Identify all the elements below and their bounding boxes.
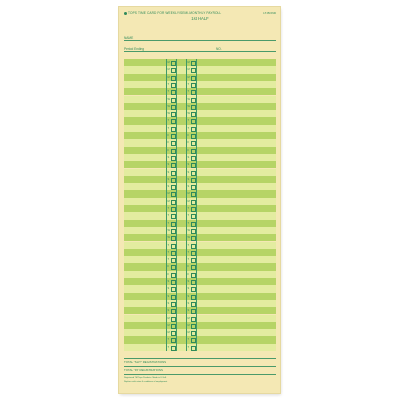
day-label: S <box>167 309 170 313</box>
punch-box <box>171 258 176 263</box>
day-label: S <box>187 170 190 174</box>
grid-row <box>124 74 276 81</box>
grid-column-line <box>176 59 177 351</box>
punch-box <box>171 156 176 161</box>
punch-box <box>171 236 176 241</box>
punch-box <box>191 302 196 307</box>
grid-row <box>124 249 276 256</box>
header-text: TIME CARD FOR WEEKLY/SEMI-MONTHLY PAYROLL <box>137 11 222 15</box>
grid-column-line <box>196 59 197 351</box>
day-label: T <box>167 345 170 349</box>
day-label: F <box>187 265 190 269</box>
punch-box <box>171 309 176 314</box>
day-label: T <box>187 119 190 123</box>
punch-box <box>171 280 176 285</box>
punch-box <box>171 127 176 132</box>
punch-box <box>191 222 196 227</box>
day-label: W <box>167 112 170 116</box>
punch-box <box>191 90 196 95</box>
day-label: T <box>187 345 190 349</box>
grid-row <box>124 285 276 292</box>
punch-box <box>191 207 196 212</box>
day-label: S <box>167 287 170 291</box>
day-label: S <box>187 163 190 167</box>
punch-box <box>191 317 196 322</box>
punch-box <box>191 295 196 300</box>
day-label: M <box>167 331 170 335</box>
grid-row <box>124 234 276 241</box>
footer-rule-3 <box>124 374 276 375</box>
day-label: T <box>167 258 170 262</box>
grid-row <box>124 227 276 234</box>
day-label: T <box>187 243 190 247</box>
grid-row <box>124 205 276 212</box>
day-label: S <box>167 155 170 159</box>
grid-row <box>124 307 276 314</box>
day-label: T <box>167 221 170 225</box>
day-label: T <box>187 90 190 94</box>
grid-row <box>124 212 276 219</box>
no-label: NO. <box>216 46 222 51</box>
day-label: W <box>167 228 170 232</box>
punch-box <box>171 192 176 197</box>
day-label: M <box>187 192 190 196</box>
grid-row <box>124 271 276 278</box>
day-label: T <box>187 207 190 210</box>
day-label: S <box>167 294 170 298</box>
punch-box <box>191 171 196 176</box>
punch-box <box>171 207 176 212</box>
punch-box <box>171 105 176 110</box>
punch-box <box>171 346 176 351</box>
day-label: T <box>167 338 170 342</box>
grid-row <box>124 117 276 124</box>
grid-row <box>124 59 276 66</box>
punch-box <box>171 265 176 270</box>
punch-box <box>191 105 196 110</box>
day-label: T <box>187 338 190 342</box>
punch-box <box>191 331 196 336</box>
punch-box <box>171 141 176 146</box>
total-in-label: TOTAL "IN" REGISTRATIONS <box>124 368 163 372</box>
day-label: W <box>167 97 170 101</box>
name-label: NAME <box>124 35 134 40</box>
day-label: S <box>187 280 190 283</box>
punch-box <box>191 185 196 190</box>
day-label: S <box>167 177 170 181</box>
punch-box <box>191 192 196 197</box>
grid-row <box>124 147 276 154</box>
punch-box <box>191 112 196 117</box>
day-label: M <box>167 68 170 72</box>
punch-box <box>171 90 176 95</box>
grid-row <box>124 329 276 336</box>
punch-box <box>191 251 196 256</box>
punch-box <box>191 236 196 241</box>
grid-row <box>124 169 276 176</box>
punch-box <box>191 134 196 139</box>
day-label: F <box>167 141 170 145</box>
punch-box <box>191 214 196 219</box>
day-label: W <box>187 228 190 232</box>
grid-row <box>124 336 276 343</box>
punch-box <box>191 324 196 329</box>
day-label: M <box>187 61 190 64</box>
day-label: W <box>187 97 190 101</box>
day-label: F <box>187 134 190 137</box>
punch-box <box>191 163 196 168</box>
punch-box <box>171 331 176 336</box>
period-label: Period Ending <box>124 46 145 51</box>
day-label: M <box>187 75 190 79</box>
period-field <box>124 45 276 52</box>
day-label: S <box>167 163 170 167</box>
punch-box <box>191 119 196 124</box>
footer-rule-1 <box>124 358 276 359</box>
punch-box <box>171 273 176 278</box>
day-label: M <box>187 316 190 320</box>
half-label: 1st HALF <box>191 16 209 21</box>
grid-row <box>124 66 276 73</box>
day-label: S <box>167 301 170 305</box>
grid-row <box>124 132 276 139</box>
punch-box <box>171 200 176 205</box>
punch-box <box>171 185 176 190</box>
grid-row <box>124 96 276 103</box>
punch-box <box>171 214 176 219</box>
punch-box <box>191 265 196 270</box>
punch-box <box>171 295 176 300</box>
day-label: T <box>167 214 170 218</box>
punch-box <box>171 302 176 307</box>
grid-row <box>124 139 276 146</box>
day-label: M <box>167 199 170 203</box>
grid-row <box>124 198 276 205</box>
day-label: F <box>187 141 190 145</box>
day-label: T <box>167 250 170 254</box>
day-label: T <box>167 90 170 94</box>
grid-row <box>124 190 276 197</box>
punch-box <box>171 171 176 176</box>
time-card <box>119 7 280 393</box>
day-label: T <box>187 82 190 86</box>
day-label: F <box>187 272 190 276</box>
grid-row <box>124 278 276 285</box>
grid-row <box>124 300 276 307</box>
day-label: M <box>187 323 190 327</box>
punch-box <box>171 98 176 103</box>
day-label: S <box>187 294 190 298</box>
punch-box <box>171 178 176 183</box>
punch-box <box>191 280 196 285</box>
punch-box <box>191 68 196 73</box>
punch-box <box>171 112 176 117</box>
grid-row <box>124 242 276 249</box>
day-label: T <box>167 126 170 130</box>
grid-row <box>124 81 276 88</box>
day-label: F <box>167 265 170 269</box>
punch-box <box>171 287 176 292</box>
punch-box <box>191 229 196 234</box>
punch-box <box>171 68 176 73</box>
day-label: M <box>167 323 170 327</box>
day-label: T <box>187 214 190 218</box>
grid-row <box>124 125 276 132</box>
day-label: S <box>187 309 190 313</box>
time-grid <box>124 59 276 351</box>
punch-box <box>191 244 196 249</box>
grid-row <box>124 263 276 270</box>
day-label: F <box>167 148 170 152</box>
punch-box <box>191 156 196 161</box>
day-label: T <box>187 221 190 225</box>
day-label: T <box>167 243 170 247</box>
grid-row <box>124 88 276 95</box>
punch-box <box>191 258 196 263</box>
day-label: M <box>187 331 190 335</box>
day-label: S <box>167 280 170 283</box>
grid-row <box>124 344 276 351</box>
day-label: S <box>167 185 170 189</box>
punch-box <box>191 200 196 205</box>
day-label: T <box>187 258 190 262</box>
day-label: S <box>167 170 170 174</box>
name-field <box>124 34 276 41</box>
punch-box <box>191 61 196 66</box>
day-label: M <box>187 68 190 72</box>
punch-box <box>171 244 176 249</box>
punch-box <box>171 61 176 66</box>
day-label: M <box>167 316 170 320</box>
punch-box <box>191 83 196 88</box>
card-header <box>124 11 276 25</box>
punch-box <box>191 287 196 292</box>
grid-row <box>124 103 276 110</box>
punch-box <box>191 98 196 103</box>
punch-box <box>171 317 176 322</box>
day-label: S <box>187 287 190 291</box>
grid-row <box>124 322 276 329</box>
total-reg-label: TOTAL "SLIT" REGISTRATIONS <box>124 360 167 364</box>
punch-box <box>171 134 176 139</box>
day-label: F <box>167 272 170 276</box>
grid-row <box>124 154 276 161</box>
day-label: W <box>167 104 170 108</box>
punch-box <box>191 338 196 343</box>
brand-name: TOPS <box>128 11 138 15</box>
day-label: T <box>187 250 190 254</box>
grid-row <box>124 176 276 183</box>
punch-box <box>191 273 196 278</box>
punch-box <box>191 149 196 154</box>
punch-box <box>191 178 196 183</box>
punch-box <box>191 127 196 132</box>
punch-box <box>191 76 196 81</box>
grid-row <box>124 256 276 263</box>
brand-logo-icon <box>124 12 127 15</box>
day-label: T <box>167 82 170 86</box>
day-label: S <box>187 155 190 159</box>
day-label: S <box>187 301 190 305</box>
day-label: W <box>187 112 190 116</box>
punch-box <box>171 338 176 343</box>
day-label: T <box>167 207 170 210</box>
punch-box <box>171 83 176 88</box>
footer-rule-2 <box>124 366 276 367</box>
day-label: W <box>187 236 190 240</box>
punch-box <box>171 119 176 124</box>
fine-print-2: Replace with rates & conditions of employment <box>124 381 168 383</box>
fine-print-1: Registered TM Tops Products. Made in U.S.A. <box>124 377 167 379</box>
day-label: M <box>187 199 190 203</box>
grid-row <box>124 293 276 300</box>
day-label: F <box>167 134 170 137</box>
punch-box <box>171 149 176 154</box>
punch-box <box>171 76 176 81</box>
punch-box <box>171 229 176 234</box>
day-label: S <box>187 177 190 181</box>
day-label: F <box>187 148 190 152</box>
punch-box <box>171 324 176 329</box>
grid-row <box>124 183 276 190</box>
day-label: W <box>167 236 170 240</box>
brand-line <box>124 11 221 15</box>
grid-row <box>124 161 276 168</box>
day-label: T <box>167 119 170 123</box>
day-label: T <box>187 126 190 130</box>
day-label: M <box>167 75 170 79</box>
day-label: M <box>167 61 170 64</box>
grid-row <box>124 110 276 117</box>
form-code: LT-BOND <box>263 11 276 15</box>
day-label: M <box>167 192 170 196</box>
grid-row <box>124 315 276 322</box>
punch-box <box>191 141 196 146</box>
grid-row <box>124 220 276 227</box>
day-label: S <box>187 185 190 189</box>
punch-box <box>171 222 176 227</box>
day-label: W <box>187 104 190 108</box>
punch-box <box>191 346 196 351</box>
punch-box <box>191 309 196 314</box>
punch-box <box>171 163 176 168</box>
punch-box <box>171 251 176 256</box>
